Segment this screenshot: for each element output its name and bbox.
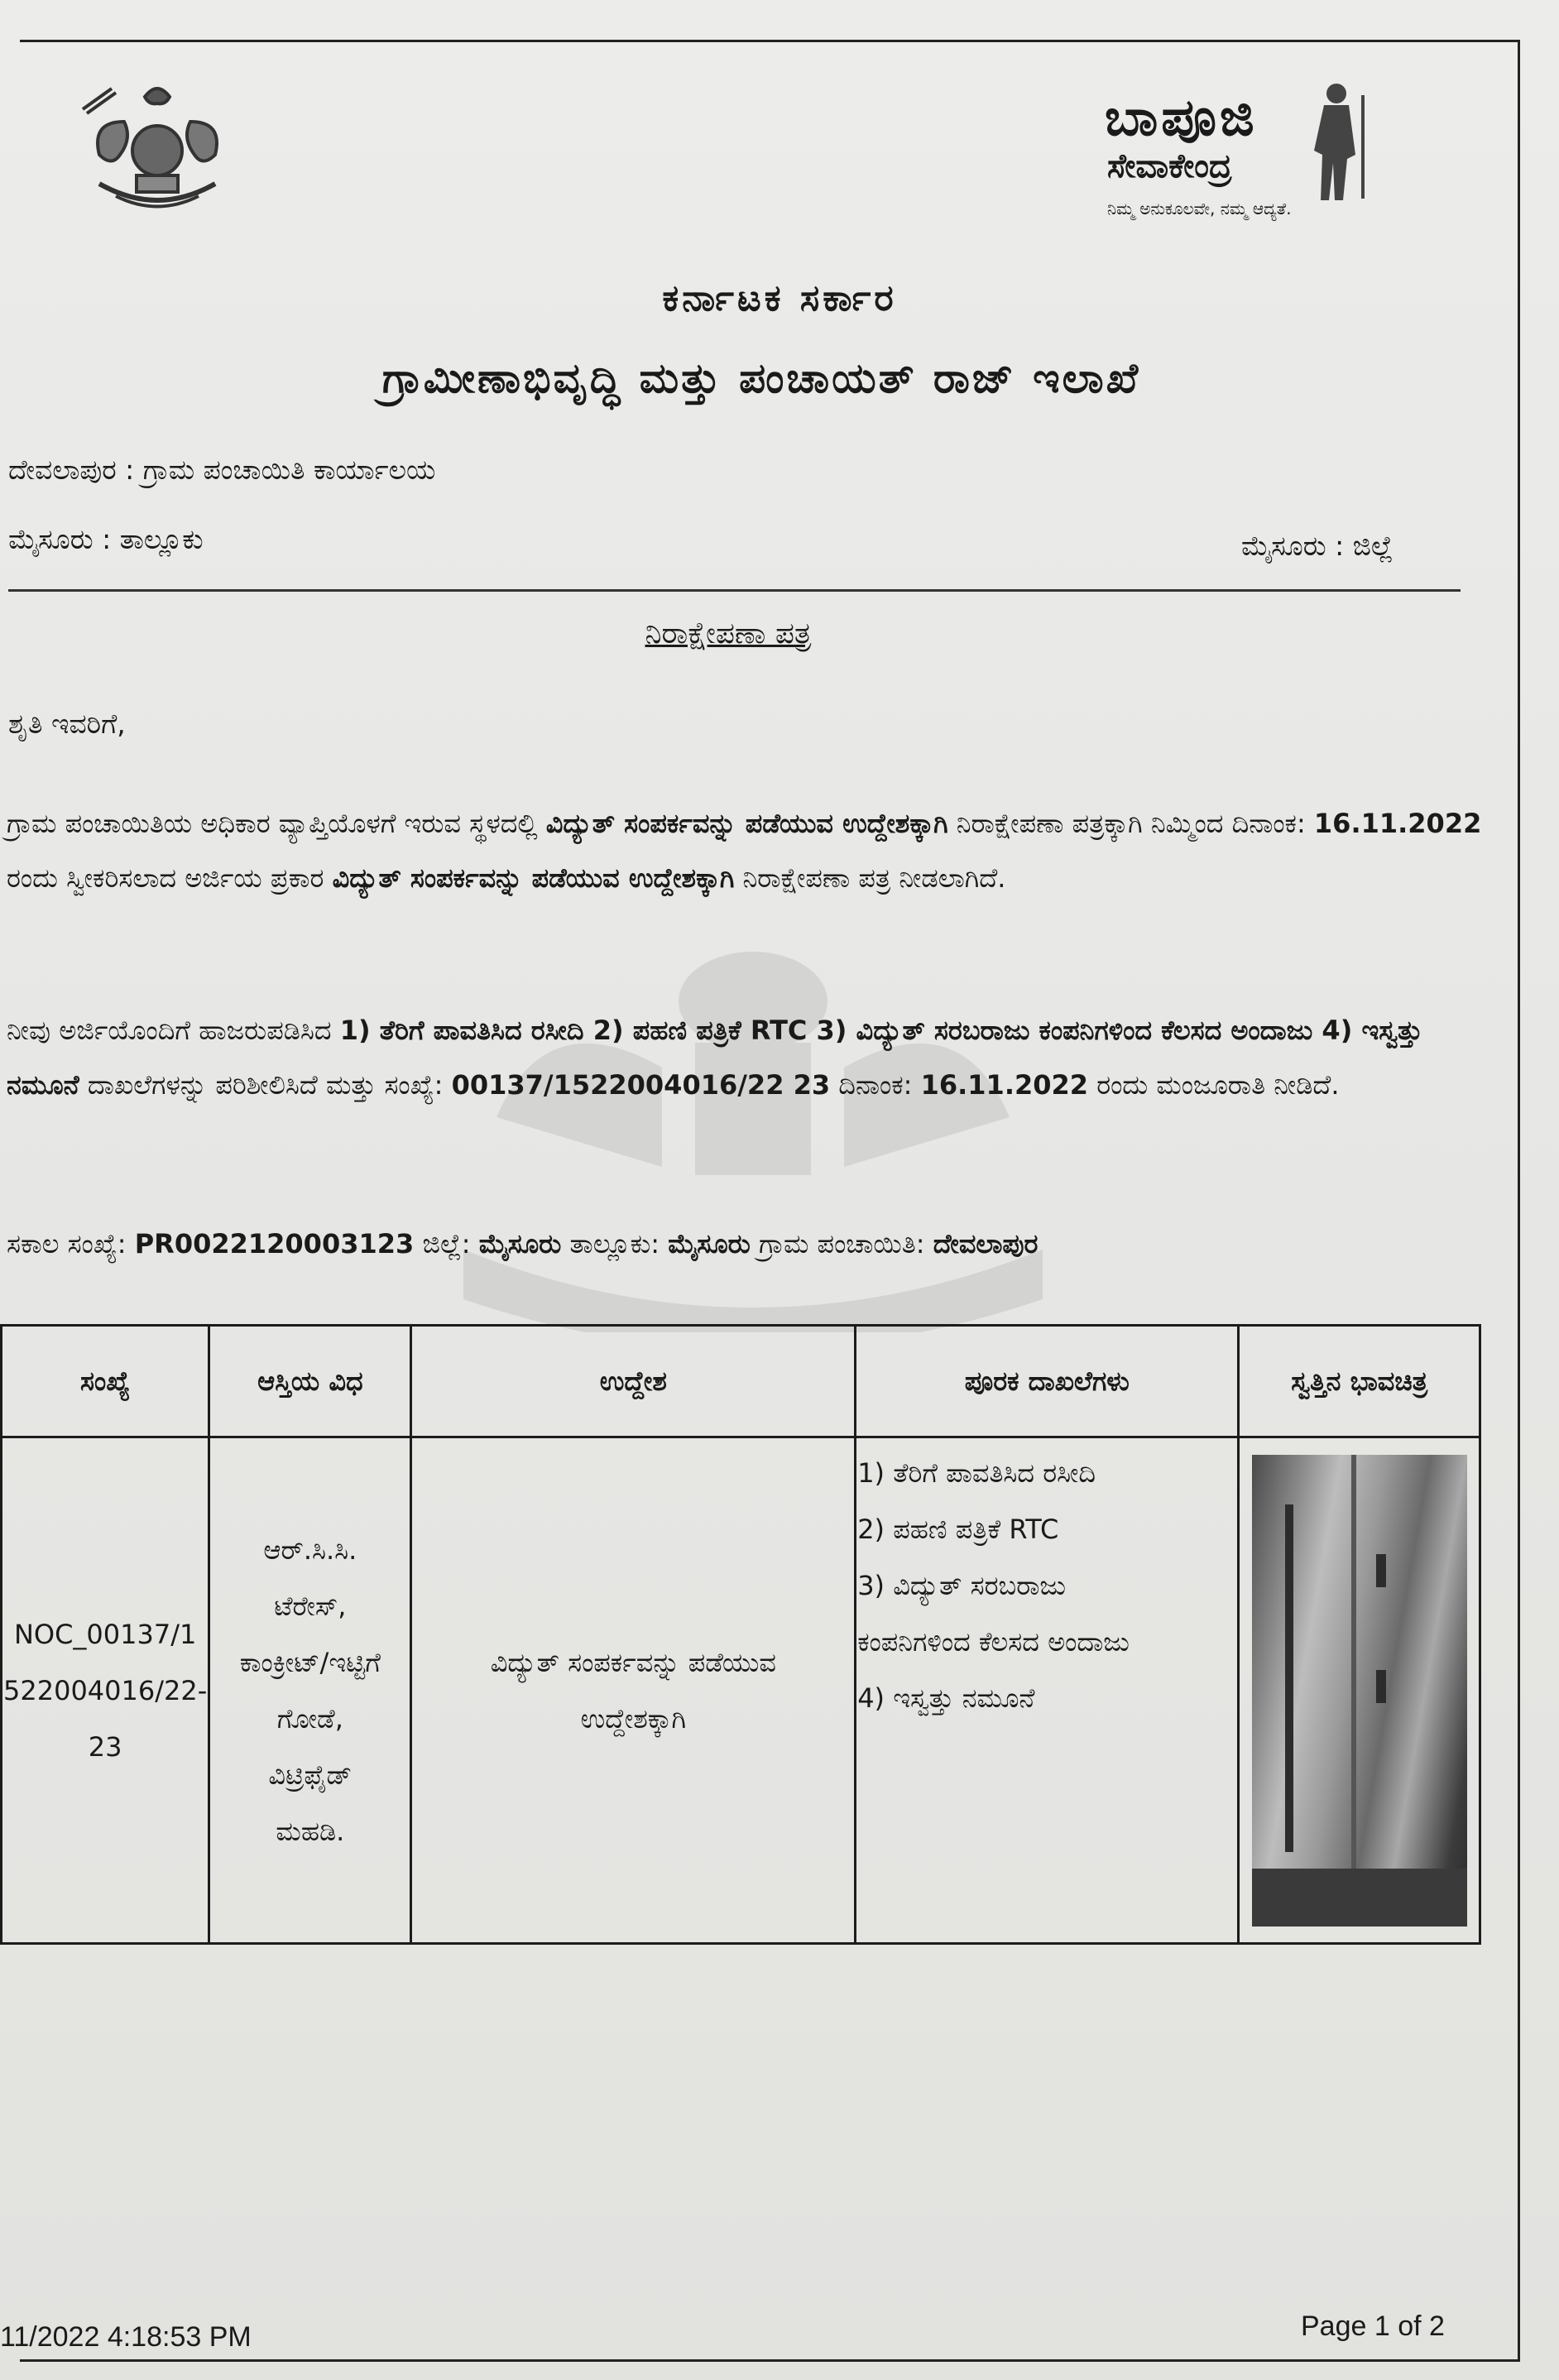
document-title: ನಿರಾಕ್ಷೇಪಣಾ ಪತ್ರ bbox=[645, 617, 812, 650]
column-header-number: ಸಂಖ್ಯೆ bbox=[2, 1326, 209, 1437]
cell-noc-number: NOC_00137/1 522004016/22- 23 bbox=[2, 1437, 209, 1944]
noc-details-table bbox=[0, 1324, 1481, 1945]
header-divider bbox=[8, 589, 1461, 592]
salutation: ಶೃತಿ ಇವರಿಗೆ, bbox=[8, 708, 126, 740]
paragraph-noc-issued: ಗ್ರಾಮ ಪಂಚಾಯಿತಿಯ ಅಧಿಕಾರ ವ್ಯಾಪ್ತಿಯೊಳಗೆ ಇರುವ ಸ್ಥಳದಲ್ಲಿ ವಿದ್ಯುತ್ ಸಂಪರ್ಕವನ್ನು ಪಡೆಯುವ ಉದ್ದೇಶಕ್ಕಾಗಿ ನಿರಾಕ್ಷೇಪಣಾ ಪತ್ರಕ್ಕಾಗಿ ನಿಮ್ಮಿಂದ ದಿನಾಂಕ: 16.11.2022 ರಂದು ಸ್ವೀಕರಿಸಲಾದ ಅರ್ಜಿಯ ಪ್ರಕಾರ ವಿದ್ಯುತ್ ಸಂಪರ್ಕವನ್ನು ಪಡೆಯುವ ಉದ್ದೇಶಕ್ಕಾಗಿ ನಿರಾಕ್ಷೇಪಣಾ ಪತ್ರ ನೀಡಲಾಗಿದೆ. bbox=[7, 808, 1482, 894]
office-line: ದೇವಲಾಪುರ : ಗ್ರಾಮ ಪಂಚಾಯಿತಿ ಕಾರ್ಯಾಲಯ bbox=[8, 453, 436, 486]
government-heading: ಕರ್ನಾಟಕ ಸರ್ಕಾರ bbox=[662, 277, 897, 319]
cell-property-photo bbox=[1239, 1437, 1480, 1944]
print-timestamp: 11/2022 4:18:53 PM bbox=[0, 2321, 252, 2353]
karnataka-emblem-logo bbox=[66, 76, 248, 225]
taluk-line: ಮೈಸೂರು : ತಾಲ್ಲೂಕು bbox=[8, 523, 204, 555]
district-line: ಮೈಸೂರು : ಜಿಲ್ಲೆ bbox=[1241, 530, 1394, 562]
column-header-purpose: ಉದ್ದೇಶ bbox=[411, 1326, 856, 1437]
cell-property-type: ಆರ್.ಸಿ.ಸಿ. ಟೆರೇಸ್, ಕಾಂಕ್ರೀಟ್/ಇಟ್ಟಿಗೆ ಗೋಡೆ, ವಿಟ್ರಿಫೈಡ್ ಮಹಡಿ. bbox=[209, 1437, 411, 1944]
cell-supporting-documents: 1) ತೆರಿಗೆ ಪಾವತಿಸಿದ ರಸೀದಿ 2) ಪಹಣಿ ಪತ್ರಿಕೆ RTC 3) ವಿದ್ಯುತ್ ಸರಬರಾಜು ಕಂಪನಿಗಳಿಂದ ಕೆಲಸದ ಅಂದಾಜು 4) ಇಸ್ವತ್ತು ನಮೂನೆ bbox=[856, 1437, 1239, 1944]
table-header-row bbox=[2, 1326, 1480, 1437]
column-header-property-type: ಆಸ್ತಿಯ ವಿಧ bbox=[209, 1326, 411, 1437]
bapuji-logo-tagline: ನಿಮ್ಮ ಅನುಕೂಲವೇ, ನಮ್ಮ ಆದ್ಯತೆ. bbox=[1107, 199, 1292, 218]
column-header-property-photo: ಸ್ವತ್ತಿನ ಭಾವಚಿತ್ರ bbox=[1239, 1326, 1480, 1437]
cell-purpose: ವಿದ್ಯುತ್ ಸಂಪರ್ಕವನ್ನು ಪಡೆಯುವ ಉದ್ದೇಶಕ್ಕಾಗಿ bbox=[411, 1437, 856, 1944]
property-photo bbox=[1252, 1455, 1467, 1927]
bapuji-logo-subtitle: ಸೇವಾಕೇಂದ್ರ bbox=[1107, 147, 1232, 185]
department-heading: ಗ್ರಾಮೀಣಾಭಿವೃದ್ಧಿ ಮತ್ತು ಪಂಚಾಯತ್ ರಾಜ್ ಇಲಾಖೆ bbox=[381, 354, 1141, 402]
paragraph-sakala-details: ಸಕಾಲ ಸಂಖ್ಯೆ: PR0022120003123 ಜಿಲ್ಲೆ: ಮೈಸೂರು ತಾಲ್ಲೂಕು: ಮೈಸೂರು ಗ್ರಾಮ ಪಂಚಾಯಿತಿ: ದೇವಲಾಪುರ bbox=[7, 1228, 1039, 1260]
page-number: Page 1 of 2 bbox=[1301, 2310, 1445, 2342]
table-row bbox=[2, 1437, 1480, 1944]
gandhi-silhouette-icon bbox=[1291, 79, 1382, 203]
paragraph-documents-verified: ನೀವು ಅರ್ಜಿಯೊಂದಿಗೆ ಹಾಜರುಪಡಿಸಿದ 1) ತೆರಿಗೆ ಪಾವತಿಸಿದ ರಸೀದಿ 2) ಪಹಣಿ ಪತ್ರಿಕೆ RTC 3) ವಿದ್ಯುತ್ ಸರಬರಾಜು ಕಂಪನಿಗಳಿಂದ ಕೆಲಸದ ಅಂದಾಜು 4) ಇಸ್ವತ್ತು ನಮೂನೆ ದಾಖಲೆಗಳನ್ನು ಪರಿಶೀಲಿಸಿದೆ ಮತ್ತು ಸಂಖ್ಯೆ: 00137/1522004016/22 23 ದಿನಾಂಕ: 16.11.2022 ರಂದು ಮಂಜೂರಾತಿ ನೀಡಿದೆ. bbox=[7, 1015, 1422, 1101]
bapuji-logo-title: ಬಾಪೂಜಿ bbox=[1105, 87, 1258, 147]
column-header-supporting-documents: ಪೂರಕ ದಾಖಲೆಗಳು bbox=[856, 1326, 1239, 1437]
